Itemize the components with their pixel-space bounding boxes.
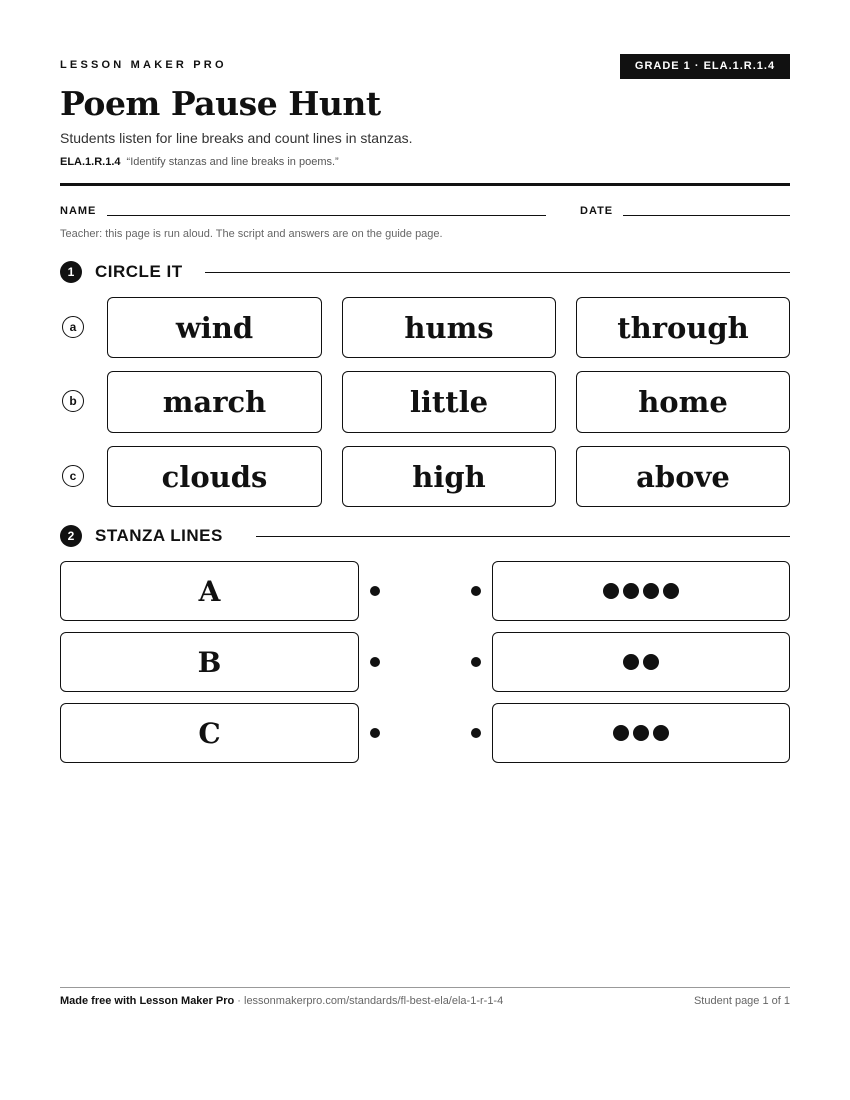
match-dot-right[interactable] — [471, 657, 481, 667]
word-box[interactable]: high — [342, 446, 556, 507]
match-dot-left[interactable] — [370, 657, 380, 667]
match-right-box[interactable] — [492, 632, 790, 692]
count-dot — [623, 583, 639, 599]
header-divider — [60, 183, 790, 186]
stanza-letter: A — [198, 574, 221, 608]
match-right-box[interactable] — [492, 703, 790, 763]
count-dot — [653, 725, 669, 741]
count-dot — [633, 725, 649, 741]
match-left-box[interactable] — [60, 703, 359, 763]
date-field[interactable] — [623, 215, 790, 216]
standard-text: “Identify stanzas and line breaks in poems.” — [126, 156, 339, 168]
section-1-title: CIRCLE IT — [95, 262, 183, 281]
match-right-box[interactable] — [492, 561, 790, 621]
count-dot — [643, 654, 659, 670]
footer-url-link[interactable]: lessonmakerpro.com/standards/fl-best-ela/ela-1-r-1-4 — [244, 995, 504, 1007]
match-dot-right[interactable] — [471, 586, 481, 596]
footer-made-with: Made free with Lesson Maker Pro — [60, 995, 235, 1007]
stanza-letter: C — [198, 716, 221, 750]
footer-divider — [60, 987, 790, 988]
count-dot — [613, 725, 629, 741]
count-dot — [603, 583, 619, 599]
match-dot-right[interactable] — [471, 728, 481, 738]
standard-code: ELA.1.R.1.4 — [60, 156, 121, 168]
page-title: Poem Pause Hunt — [60, 84, 381, 123]
match-dot-left[interactable] — [370, 728, 380, 738]
row-letter-b: b — [62, 390, 84, 412]
word-box[interactable]: hums — [342, 297, 556, 358]
section-1-rule — [205, 272, 790, 273]
name-field[interactable] — [107, 215, 546, 216]
match-left-box[interactable] — [60, 632, 359, 692]
row-letter-a: a — [62, 316, 84, 338]
match-left-box[interactable] — [60, 561, 359, 621]
word-box[interactable]: wind — [107, 297, 322, 358]
footer-page-number: Student page 1 of 1 — [693, 995, 790, 1007]
count-dot — [663, 583, 679, 599]
name-label: NAME — [60, 205, 97, 217]
word-box[interactable]: above — [576, 446, 790, 507]
word-box[interactable]: home — [576, 371, 790, 433]
footer-separator: · — [234, 995, 244, 1007]
teacher-note: Teacher: this page is run aloud. The script and answers are on the guide page. — [60, 228, 443, 240]
date-label: DATE — [580, 205, 614, 217]
match-dot-left[interactable] — [370, 586, 380, 596]
word-box[interactable]: march — [107, 371, 322, 433]
page-subtitle: Students listen for line breaks and count lines in stanzas. — [60, 130, 413, 146]
row-letter-c: c — [62, 465, 84, 487]
count-dot — [623, 654, 639, 670]
section-2-number: 2 — [60, 525, 82, 547]
section-2-title: STANZA LINES — [95, 526, 223, 545]
count-dot — [643, 583, 659, 599]
word-box[interactable]: clouds — [107, 446, 322, 507]
word-box[interactable]: through — [576, 297, 790, 358]
section-2-rule — [256, 536, 790, 537]
standard-line — [60, 156, 339, 168]
word-box[interactable]: little — [342, 371, 556, 433]
footer-credit — [60, 995, 503, 1007]
grade-badge: GRADE 1 · ELA.1.R.1.4 — [620, 54, 790, 79]
section-1-number: 1 — [60, 261, 82, 283]
stanza-letter: B — [197, 645, 222, 679]
brand-name: LESSON MAKER PRO — [60, 59, 227, 71]
